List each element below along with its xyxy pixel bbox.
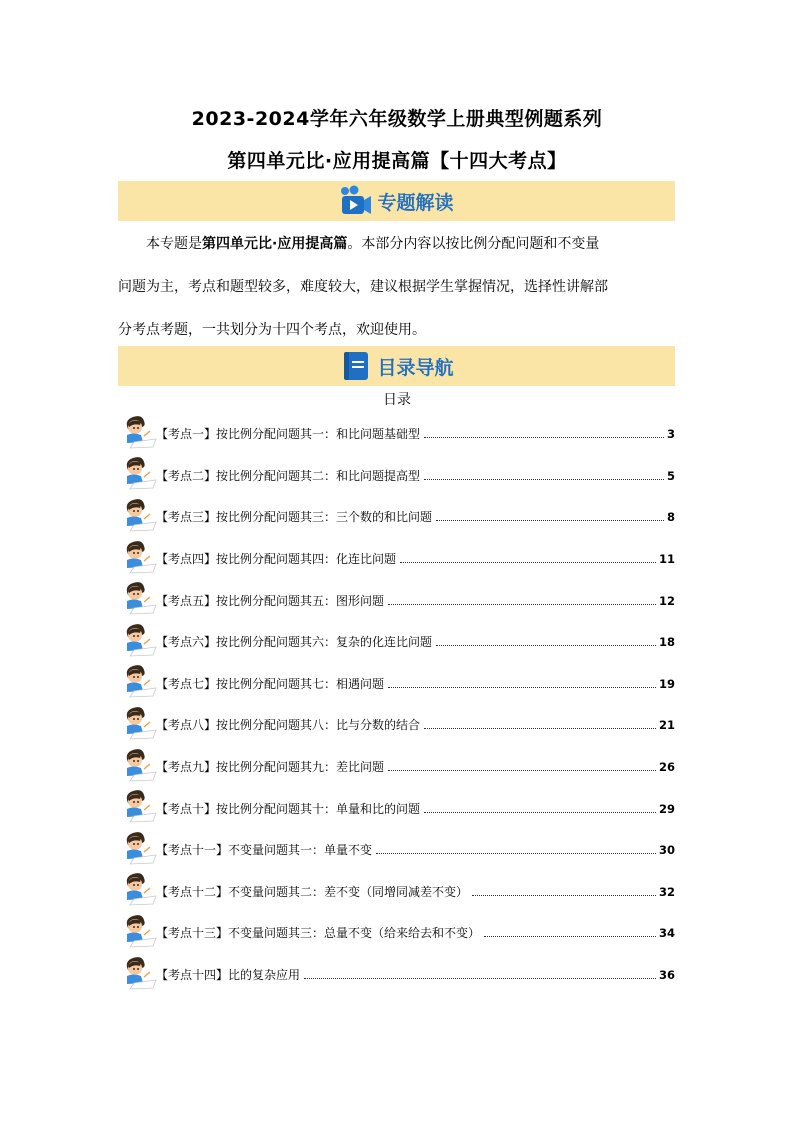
toc-leader-dots xyxy=(424,437,664,438)
toc-item[interactable] xyxy=(118,535,675,577)
book-icon xyxy=(339,350,373,382)
toc-item-page: 21 xyxy=(658,718,675,733)
toc-item[interactable] xyxy=(118,576,675,618)
toc-leader-dots xyxy=(424,728,656,729)
toc-item[interactable] xyxy=(118,493,675,535)
toc-item-label: 【考点一】按比例分配问题其一：和比问题基础型 xyxy=(156,427,421,442)
student-avatar-icon xyxy=(120,412,158,450)
toc-item[interactable] xyxy=(118,410,675,452)
toc-leader-dots xyxy=(436,520,664,521)
toc-item-page: 29 xyxy=(658,801,675,816)
intro-line-2: 问题为主，考点和题型较多，难度较大，建议根据学生掌握情况，选择性讲解部 xyxy=(118,279,608,295)
student-avatar-icon xyxy=(120,495,158,533)
toc-leader-dots xyxy=(484,936,656,937)
toc-leader-dots xyxy=(424,812,656,813)
student-avatar-icon xyxy=(120,578,158,616)
toc-nav-label: 目录导航 xyxy=(377,356,454,379)
toc-leader-dots xyxy=(376,853,656,854)
page-subtitle: 第四单元比·应用提高篇【十四大考点】 xyxy=(227,150,567,172)
toc-item-page: 12 xyxy=(658,593,675,608)
toc-item[interactable] xyxy=(118,909,675,951)
toc-item-page: 3 xyxy=(666,427,675,442)
toc-list xyxy=(118,410,675,992)
toc-item[interactable] xyxy=(118,618,675,660)
toc-item-label: 【考点三】按比例分配问题其三：三个数的和比问题 xyxy=(156,510,433,525)
toc-leader-dots xyxy=(388,770,656,771)
student-avatar-icon xyxy=(120,453,158,491)
student-avatar-icon xyxy=(120,828,158,866)
student-avatar-icon xyxy=(120,661,158,699)
student-avatar-icon xyxy=(120,953,158,991)
toc-item[interactable] xyxy=(118,951,675,993)
video-play-icon xyxy=(339,185,373,217)
toc-item-label: 【考点十】按比例分配问题其十：单量和比的问题 xyxy=(156,801,421,816)
student-avatar-icon xyxy=(120,869,158,907)
toc-item-page: 36 xyxy=(658,968,675,983)
toc-leader-dots xyxy=(472,895,656,896)
toc-item-label: 【考点六】按比例分配问题其六：复杂的化连比问题 xyxy=(156,635,433,650)
intro-paragraph xyxy=(118,223,675,352)
toc-item-label: 【考点八】按比例分配问题其八：比与分数的结合 xyxy=(156,718,421,733)
student-avatar-icon xyxy=(120,911,158,949)
toc-item-page: 11 xyxy=(658,552,675,567)
toc-item[interactable] xyxy=(118,452,675,494)
toc-item[interactable] xyxy=(118,868,675,910)
student-avatar-icon xyxy=(120,537,158,575)
student-avatar-icon xyxy=(120,620,158,658)
toc-item-label: 【考点九】按比例分配问题其九：差比问题 xyxy=(156,760,385,775)
toc-leader-dots xyxy=(388,604,656,605)
toc-item-label: 【考点二】按比例分配问题其二：和比问题提高型 xyxy=(156,468,421,483)
intro-text-1: 本专题是 xyxy=(146,236,202,252)
toc-item-page: 5 xyxy=(666,468,675,483)
toc-leader-dots xyxy=(424,479,664,480)
toc-item[interactable] xyxy=(118,660,675,702)
student-avatar-icon xyxy=(120,786,158,824)
toc-leader-dots xyxy=(436,645,656,646)
toc-item[interactable] xyxy=(118,826,675,868)
toc-item[interactable] xyxy=(118,701,675,743)
toc-item-label: 【考点十二】不变量问题其二：差不变（同增同减差不变） xyxy=(156,884,469,899)
page-title: 2023-2024学年六年级数学上册典型例题系列 xyxy=(191,108,603,130)
student-avatar-icon xyxy=(120,745,158,783)
intro-bold: 第四单元比·应用提高篇 xyxy=(202,236,348,252)
toc-item-page: 30 xyxy=(658,843,675,858)
topic-intro-label: 专题解读 xyxy=(377,191,454,214)
topic-intro-banner xyxy=(118,181,675,221)
toc-item-label: 【考点五】按比例分配问题其五：图形问题 xyxy=(156,593,385,608)
toc-item-label: 【考点七】按比例分配问题其七：相遇问题 xyxy=(156,676,385,691)
toc-item-page: 8 xyxy=(666,510,675,525)
toc-leader-dots xyxy=(304,978,656,979)
toc-item-page: 19 xyxy=(658,676,675,691)
toc-item[interactable] xyxy=(118,743,675,785)
toc-nav-banner xyxy=(118,346,675,386)
toc-leader-dots xyxy=(400,562,656,563)
toc-item-label: 【考点十四】比的复杂应用 xyxy=(156,968,301,983)
toc-item[interactable] xyxy=(118,784,675,826)
student-avatar-icon xyxy=(120,703,158,741)
toc-item-page: 34 xyxy=(658,926,675,941)
toc-heading: 日录 xyxy=(383,392,411,408)
intro-text-2: 。本部分内容以按比例分配问题和不变量 xyxy=(347,236,600,252)
toc-item-label: 【考点十三】不变量问题其三：总量不变（给来给去和不变） xyxy=(156,926,481,941)
toc-item-label: 【考点四】按比例分配问题其四：化连比问题 xyxy=(156,552,397,567)
toc-item-page: 26 xyxy=(658,760,675,775)
toc-item-page: 32 xyxy=(658,884,675,899)
toc-leader-dots xyxy=(388,687,656,688)
toc-item-label: 【考点十一】不变量问题其一：单量不变 xyxy=(156,843,373,858)
toc-item-page: 18 xyxy=(658,635,675,650)
intro-line-3: 分考点考题，一共划分为十四个考点，欢迎使用。 xyxy=(118,322,426,338)
